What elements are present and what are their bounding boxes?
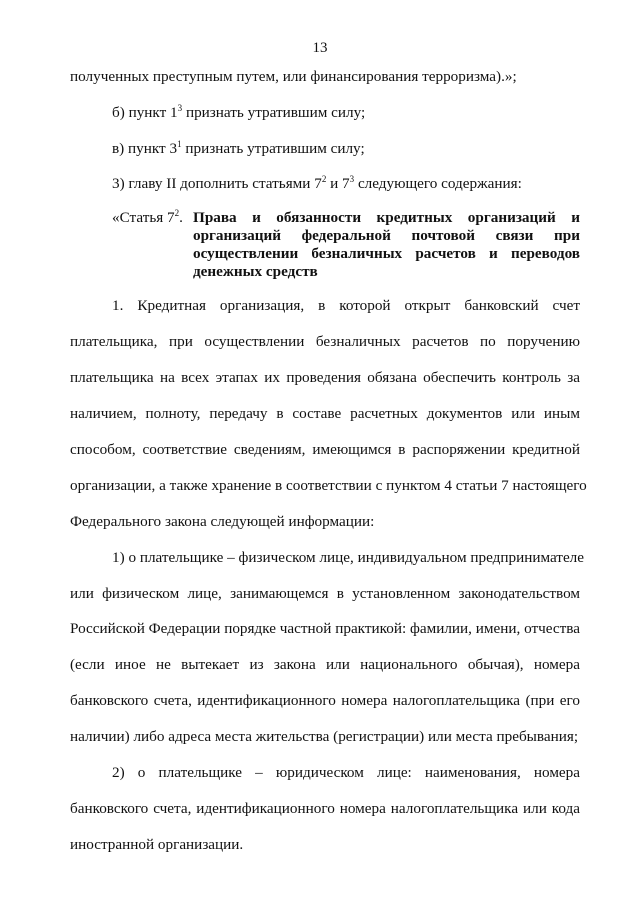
- paragraph-2-line: Российской Федерации порядке частной практикой: фамилии, имени, отчества: [70, 620, 580, 637]
- paragraph-1-line: плательщика на всех этапах их проведения обязана обеспечить контроль за: [70, 369, 580, 386]
- article-title-line-4: денежных средств: [193, 263, 318, 280]
- paragraph-2-line: банковского счета, идентификационного номера налогоплательщика (при его: [70, 692, 580, 709]
- paragraph-1-line: наличием, полноту, передачу в составе расчетных документов или иным: [70, 405, 580, 422]
- list-item-b: б) пункт $1^3$ признать утратившим силу;: [112, 102, 366, 121]
- list-item-3: 3) главу II дополнить статьями $7^2$ и $7^3$ следующего содержания:: [112, 173, 522, 192]
- paragraph-1-line: организации, а также хранение в соответствии с пунктом 4 статьи 7 настоящего: [70, 477, 587, 494]
- paragraph-2-line: (если иное не вытекает из закона или национального обычая), номера: [70, 656, 580, 673]
- paragraph-1-line: 1. Кредитная организация, в которой открыт банковский счет: [112, 297, 580, 314]
- paragraph-2-line: наличии) либо адреса места жительства (регистрации) или места пребывания;: [70, 728, 579, 745]
- page-number: 13: [312, 40, 328, 56]
- paragraph-2-line: или физическом лице, занимающемся в установленном законодательством: [70, 585, 580, 602]
- article-title-line-2: организаций федеральной почтовой связи при: [193, 227, 580, 244]
- paragraph-2-line: 1) о плательщике – физическом лице, индивидуальном предпринимателе: [112, 549, 585, 566]
- list-item-v: в) пункт $3^1$ признать утратившим силу;: [112, 138, 365, 157]
- paragraph-3-line: 2) о плательщике – юридическом лице: наименования, номера: [112, 764, 580, 781]
- paragraph-1-line: Федерального закона следующей информации:: [70, 513, 375, 530]
- paragraph-1-line: способом, соответствие сведениям, имеющимся в распоряжении кредитной: [70, 441, 580, 458]
- text-line: полученных преступным путем, или финансирования терроризма).»;: [70, 68, 517, 85]
- paragraph-3-line: банковского счета, идентификационного номера налогоплательщика или кода: [70, 800, 580, 817]
- paragraph-3-line: иностранной организации.: [70, 836, 244, 853]
- article-title-line-1: Права и обязанности кредитных организаций и: [193, 209, 580, 226]
- paragraph-1-line: плательщика, при осуществлении безналичных расчетов по поручению: [70, 333, 580, 350]
- article-label: «Статья $7^2$.: [112, 207, 183, 226]
- article-title-line-3: осуществлении безналичных расчетов и переводов: [193, 245, 580, 262]
